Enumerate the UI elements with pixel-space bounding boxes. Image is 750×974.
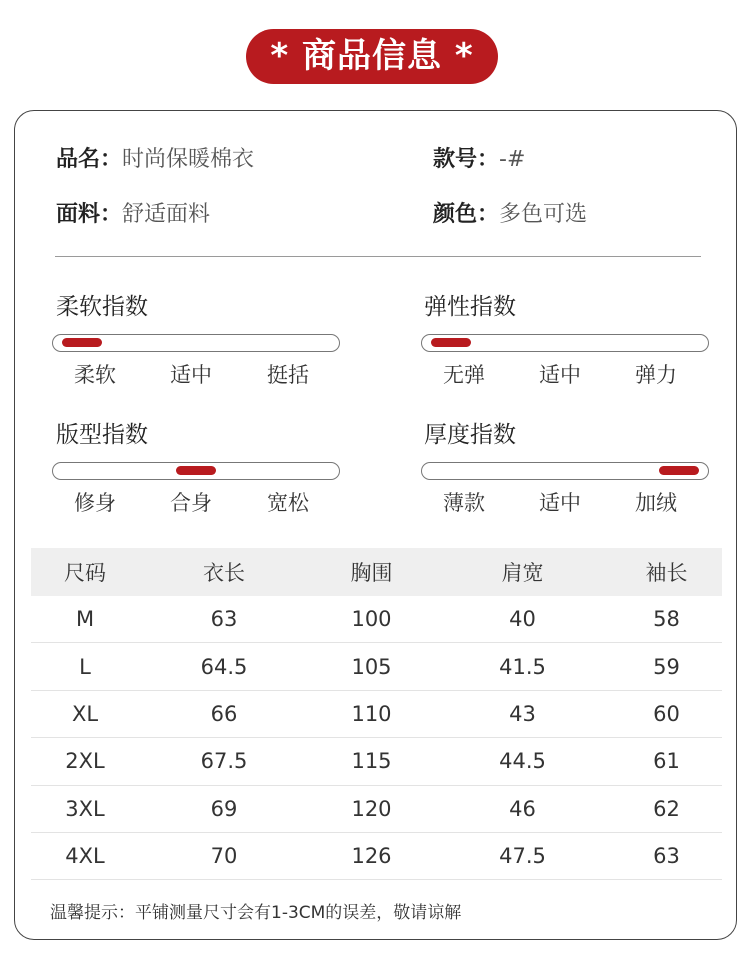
cell-chest: 126 (351, 844, 392, 869)
cell-size: 2XL (65, 749, 105, 774)
header-size: 尺码 (64, 561, 106, 585)
elasticity-index-track (421, 334, 709, 352)
style-number-value: -# (499, 147, 526, 172)
measurement-tip: 温馨提示：平铺测量尺寸会有1-3CM的误差，敬请谅解 (50, 903, 462, 923)
fabric-label: 面料： (56, 202, 123, 227)
cell-size: XL (71, 701, 99, 726)
cell-size: M (75, 607, 95, 632)
cell-shoulder: 44.5 (499, 749, 546, 774)
style-number (433, 142, 525, 173)
thickness-label-fleece: 加绒 (635, 491, 677, 515)
table-row (31, 738, 722, 785)
cell-sleeve: 61 (653, 749, 680, 774)
fit-label-regular: 合身 (170, 491, 212, 515)
thickness-label-medium: 适中 (539, 491, 581, 515)
cell-size: L (79, 654, 91, 679)
table-row (31, 833, 722, 880)
fit-index-title: 版型指数 (56, 422, 148, 448)
elasticity-index-title: 弹性指数 (424, 294, 516, 320)
cell-length: 66 (210, 701, 238, 726)
product-name-label: 品名： (56, 147, 123, 172)
cell-sleeve: 62 (653, 796, 680, 821)
header-shoulder: 肩宽 (501, 561, 544, 585)
product-name (56, 142, 254, 173)
cell-sleeve: 59 (653, 654, 680, 679)
softness-index-track (52, 334, 340, 352)
cell-shoulder: 47.5 (499, 844, 546, 869)
cell-chest: 115 (351, 749, 392, 774)
cell-sleeve: 58 (653, 607, 680, 632)
elasticity-label-none: 无弹 (443, 363, 485, 387)
fabric-value: 舒适面料 (122, 202, 211, 227)
cell-chest: 120 (351, 796, 392, 821)
cell-length: 67.5 (200, 749, 248, 774)
cell-chest: 110 (351, 701, 392, 726)
softness-index-title: 柔软指数 (56, 294, 148, 320)
cell-shoulder: 41.5 (499, 654, 546, 679)
fabric (56, 197, 210, 228)
table-row (31, 596, 722, 643)
fit-label-slim: 修身 (74, 491, 116, 515)
header-length: 衣长 (203, 561, 245, 585)
header-chest: 胸围 (350, 561, 393, 585)
elasticity-index-marker (431, 338, 471, 347)
elasticity-label-medium: 适中 (539, 363, 581, 387)
cell-length: 63 (210, 607, 238, 632)
thickness-index-marker (659, 466, 699, 475)
fit-index-track (52, 462, 340, 480)
cell-chest: 105 (351, 654, 392, 679)
softness-label-medium: 适中 (170, 363, 212, 387)
cell-chest: 100 (351, 607, 392, 632)
cell-size: 3XL (65, 796, 105, 821)
divider (55, 256, 701, 257)
cell-shoulder: 40 (509, 607, 536, 632)
cell-shoulder: 43 (509, 701, 536, 726)
thickness-index-title: 厚度指数 (424, 422, 516, 448)
style-number-label: 款号： (433, 147, 500, 172)
cell-sleeve: 63 (653, 844, 680, 869)
color-value: 多色可选 (499, 202, 588, 227)
header-sleeve: 袖长 (645, 561, 688, 585)
table-row (31, 691, 722, 738)
cell-size: 4XL (65, 844, 105, 869)
cell-shoulder: 46 (509, 796, 536, 821)
size-table (31, 548, 722, 880)
elasticity-label-stretch: 弹力 (635, 363, 677, 387)
fit-label-loose: 宽松 (267, 491, 309, 515)
cell-length: 70 (210, 844, 238, 869)
thickness-index-track (421, 462, 709, 480)
cell-length: 69 (210, 796, 238, 821)
cell-length: 64.5 (200, 654, 248, 679)
cell-sleeve: 60 (653, 701, 680, 726)
section-banner: * 商品信息 * (246, 29, 498, 84)
product-name-value: 时尚保暖棉衣 (122, 147, 255, 172)
color-label: 颜色： (433, 202, 500, 227)
fit-index-marker (176, 466, 216, 475)
color (433, 197, 587, 228)
softness-index-marker (62, 338, 102, 347)
table-row (31, 643, 722, 690)
thickness-label-thin: 薄款 (443, 491, 485, 515)
softness-label-stiff: 挺括 (267, 363, 309, 387)
table-row (31, 786, 722, 833)
softness-label-soft: 柔软 (74, 363, 116, 387)
size-table-header (31, 548, 722, 596)
